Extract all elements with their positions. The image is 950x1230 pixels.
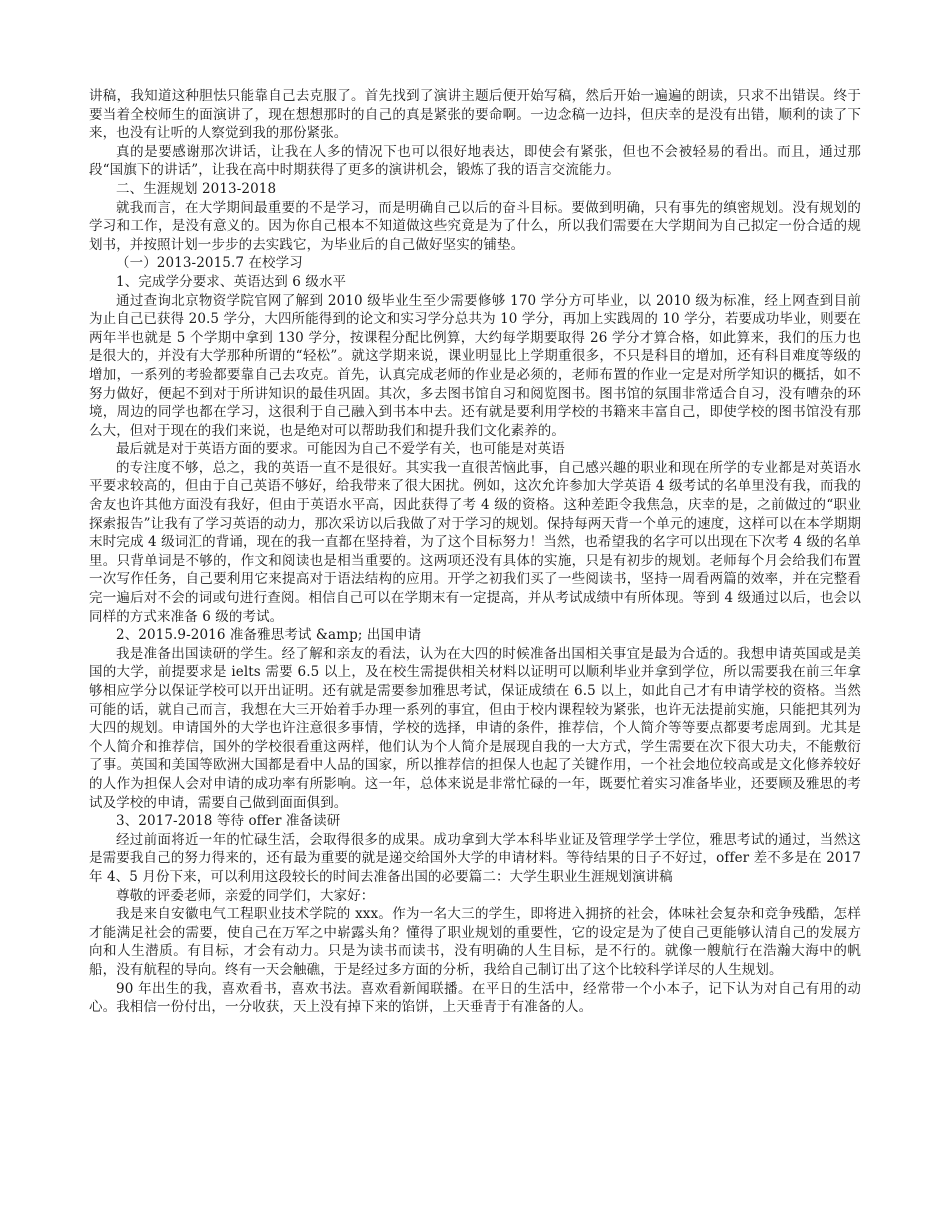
paragraph: 我是来自安徽电气工程职业技术学院的 xxx。作为一名大三的学生，即将进入拥挤的社会，体味社会复杂和竞争残酷，怎样才能满足社会的需要，使自己在万军之中崭露头角？懂得了职业规划的重要性，它的设定是为了使自己更能够认清自己的发展方向和人生潜质。有目标，才会有动力。只是为读书而读书，没有明确的人生目标，是不行的。就像一艘航行在浩瀚大海中的帆船，没有航程的导向。终有一天会触礁，于是经过多方面的分析，我给自己制订出了这个比较科学详尽的人生规划。 <box>89 906 861 978</box>
section-heading: 二、生涯规划 2013-2018 <box>116 180 277 197</box>
paragraph: 真的是要感谢那次讲话，让我在人多的情况下也可以很好地表达，即使会有紧张，但也不会被轻易的看出。而且，通过那段“国旗下的讲话”，让我在高中时期获得了更多的演讲机会，锻炼了我的语言交流能力。 <box>89 143 861 179</box>
paragraph: 讲稿，我知道这种胆怯只能靠自己去克服了。首先找到了演讲主题后便开始写稿，然后开始一遍遍的朗读，只求不出错误。终于要当着全校师生的面演讲了，现在想想那时的自己的真是紧张的要命啊。一边念稿一边抖，但庆幸的是没有出错，顺利的读了下来，也没有让听的人察觉到我的那份紧张。 <box>89 88 861 142</box>
paragraph: 经过前面将近一年的忙碌生活，会取得很多的成果。成功拿到大学本科毕业证及管理学学士学位，雅思考试的通过，当然这是需要我自己的努力得来的，还有最为重要的就是递交给国外大学的申请材料。等待结果的日子不好过，offer 差不多是在 2017 年 4、5 月份下来，可以利用这段较长的时间去准备出国的必要篇二：大学生职业生涯规划演讲稿 <box>89 831 861 885</box>
paragraph: 通过查询北京物资学院官网了解到 2010 级毕业生至少需要修够 170 学分方可毕业，以 2010 级为标准，经上网查到目前为止自己已获得 20.5 学分，大四所能得到的论文和实习学分总共为 10 学分，再加上实践周的 10 学分，若要成功毕业，则要在两年半也就是 5 个学期中拿到 130 学分，按课程分配比例算，大约每学期要取得 26 学分才算合格，如此算来，我们的压力也是很大的，并没有大学那种所谓的“轻松”。就这学期来说，课业明显比上学期重很多，不只是科目的增加，还有科目难度等级的增加，一系列的考验都要靠自己去攻克。首先，认真完成老师的作业是必须的，老师布置的作业一定是对所学知识的概括，如不努力做好，便起不到对于所讲知识的最佳巩固。其次，多去图书馆自习和阅览图书。图书馆的氛围非常适合自习，没有嘈杂的环境，周边的同学也都在学习，这很利于自己融入到书本中去。还有就是要利用学校的书籍来丰富自己，即使学校的图书馆没有那么大，但对于现在的我们来说，也是绝对可以帮助我们和提升我们文化素养的。 <box>89 292 861 439</box>
paragraph: 我是准备出国读研的学生。经了解和亲友的看法，认为在大四的时候准备出国相关事宜是最为合适的。我想申请英国或是美国的大学，前提要求是 ielts 需要 6.5 以上，及在校生需提供相关材料以证明可以顺利毕业并拿到学位，所以需要我在前三年拿够相应学分以保证学校可以开出证明。还有就是需要参加雅思考试，保证成绩在 6.5 以上，如此自己才有申请学校的资格。当然可能的话，就自己而言，我想在大三开始着手办理一系列的事宜，但由于校内课程较为紧张，也许无法提前实施，只能把其列为大四的规划。申请国外的大学也许注意很多事情，学校的选择，申请的条件，推荐信，个人简介等等要点都要考虑周到。尤其是个人简介和推荐信，国外的学校很看重这两样，他们认为个人简介是展现自我的一大方式，学生需要在次下很大功夫，不能敷衍了事。英国和美国等欧洲大国都是看中人品的国家，所以推荐信的担保人也起了关键作用，一个社会地位较高或是文化修养较好的人作为担保人会对申请的成功率有所影响。这一年，总体来说是非常忙碌的一年，既要忙着实习准备毕业，还要顾及雅思的考试及学校的申请，需要自己做到面面俱到。 <box>89 645 861 811</box>
paragraph: 最后就是对于英语方面的要求。可能因为自己不爱学有关，也可能是对英语 <box>116 441 565 458</box>
paragraph: 90 年出生的我，喜欢看书，喜欢书法。喜欢看新闻联播。在平日的生活中，经常带一个小本子，记下认为对自己有用的动心。我相信一份付出，一分收获，天上没有掉下来的馅饼，上天垂青于有准备的人。 <box>89 980 861 1016</box>
item-heading: 1、完成学分要求、英语达到 6 级水平 <box>116 273 347 290</box>
paragraph: 尊敬的评委老师，亲爱的同学们，大家好： <box>116 887 375 904</box>
item-heading: 3、2017-2018 等待 offer 准备读研 <box>116 813 341 830</box>
paragraph: 的专注度不够，总之，我的英语一直不是很好。其实我一直很苦恼此事，自己感兴趣的职业和现在所学的专业都是对英语水平要求较高的，但由于自己英语不够好，给我带来了很大困扰。例如，这次允许参加大学英语 4 级考试的名单里没有我，而我的舍友也许其他方面没有我好，但由于英语水平高，因此获得了考 4 级的资格。这种差距令我焦急，庆幸的是，之前做过的“职业探索报告”让我有了学习英语的动力，那次采访以后我做了对于学习的规划。保持每两天背一个单元的速度，这样可以在本学期期末时完成 4 级词汇的背诵，现在的我一直都在坚持着，为了这个目标努力！当然，也希望我的名字可以出现在下次考 4 级的名单里。只背单词是不够的，作文和阅读也是相当重要的。这两项还没有具体的实施，只是有初步的规划。老师每个月会给我们布置一次写作任务，自己要利用它来提高对于语法结构的应用。开学之初我们买了一些阅读书，坚持一周看两篇的效率，并在完整看完一遍后对不会的词或句进行查阅。相信自己可以在学期末有一定提高，并从考试成绩中有所体现。等到 4 级通过以后，也会以同样的方式来准备 6 级的考试。 <box>89 459 861 625</box>
paragraph: 就我而言，在大学期间最重要的不是学习，而是明确自己以后的奋斗目标。要做到明确，只有事先的缜密规划。没有规划的学习和工作，是没有意义的。因为你自己根本不知道做这些究竟是为了什么，所以我们需要在大学期间为自己拟定一份合适的规划书，并按照计划一步步的去实践它，为毕业后的自己做好坚实的铺垫。 <box>89 199 861 253</box>
document-body <box>89 87 861 1017</box>
item-heading: 2、2015.9-2016 准备雅思考试 &amp; 出国申请 <box>116 627 422 644</box>
subsection-heading: （一）2013-2015.7 在校学习 <box>116 255 303 272</box>
